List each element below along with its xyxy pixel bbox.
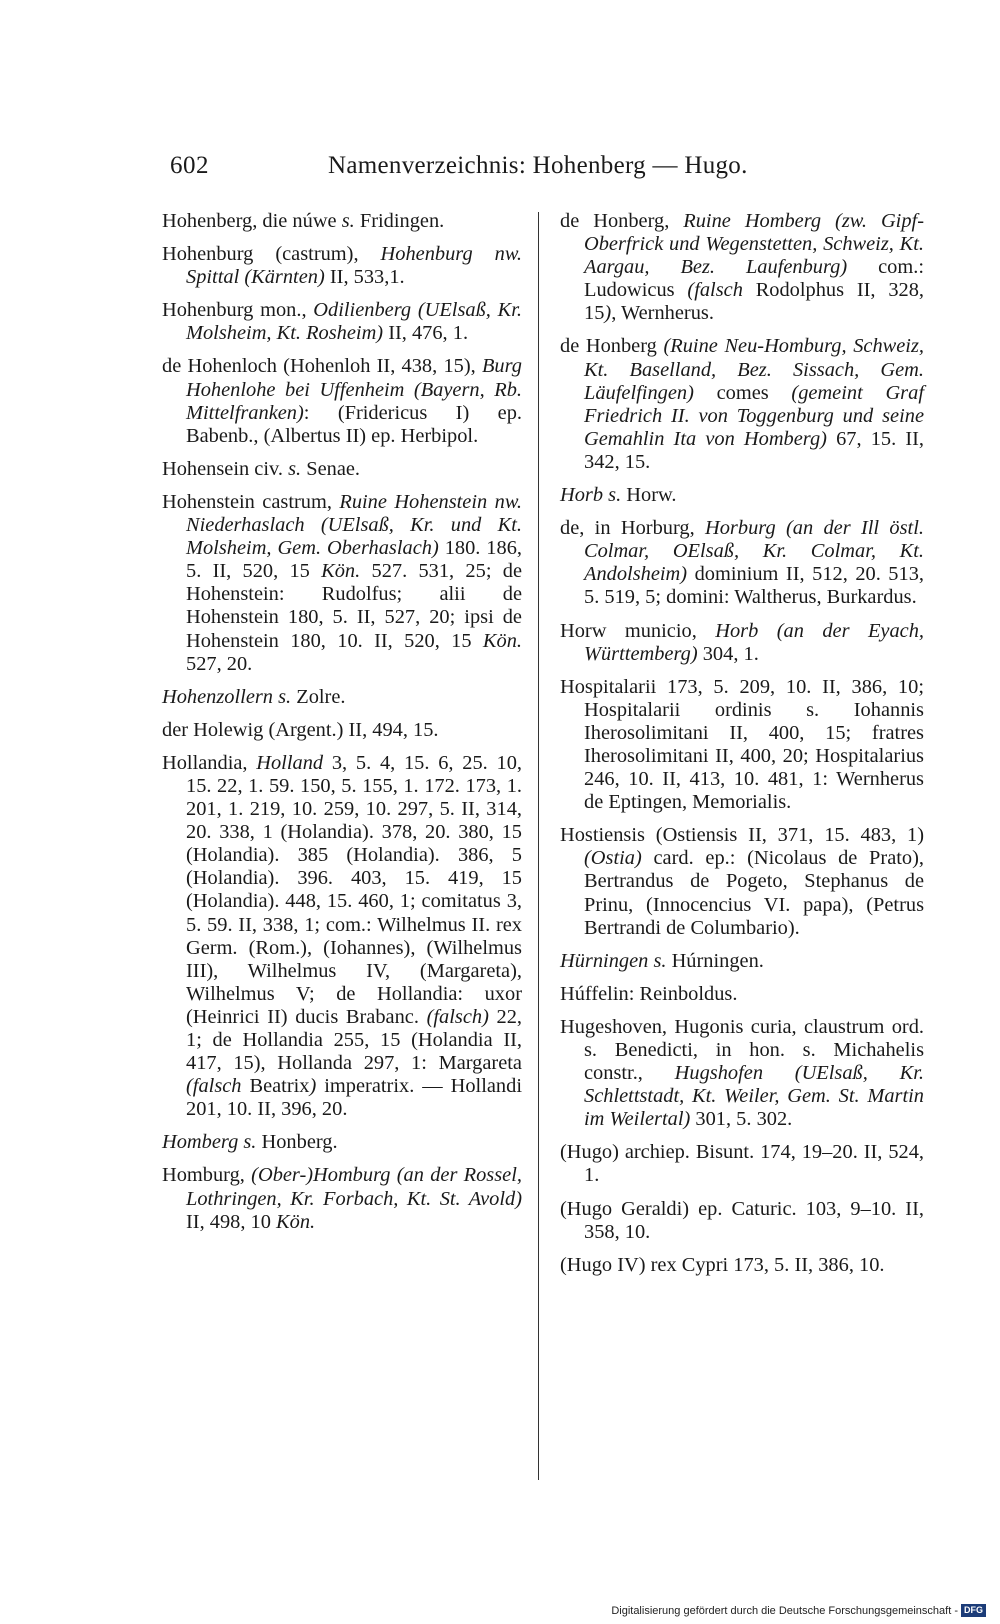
index-entry: Hohensein civ. s. Senae. xyxy=(162,457,361,480)
index-entry: de, in Horburg, Horburg (an der Ill östl. Colmar, OElsaß, Kr. Colmar, Kt. Andolsheim) dominium II, 512, 20. 513, 5. 519, 5; domini: Waltherus, Burkardus. xyxy=(560,517,924,609)
index-entry: Homburg, (Ober-)Homburg (an der Rossel, Lothringen, Kr. Forbach, Kt. St. Avold) II, 498, 10 Kön. xyxy=(162,1164,522,1233)
index-entry: Hohenberg, die núwe s. Fridingen. xyxy=(162,210,445,232)
index-entry: Homberg s. Honberg. xyxy=(162,1131,338,1154)
index-entry: Hospitalarii 173, 5. 209, 10. II, 386, 10; Hospitalarii ordinis s. Iohannis Iherosolimitani II, 400, 15; fratres Iherosolimitani II, 400, 20; Hospitalarius 246, 10. II, 413, 10. 481, 1: Wernherus de Eptingen, Memorialis. xyxy=(560,675,924,814)
index-entry: (Hugo IV) rex Cypri 173, 5. II, 386, 10. xyxy=(560,1253,885,1276)
left-column xyxy=(162,210,522,1244)
index-entry: Hohenburg mon., Odilienberg (UElsaß, Kr. Molsheim, Kt. Rosheim) II, 476, 1. xyxy=(162,299,522,345)
index-entry: de Honberg (Ruine Neu-Homburg, Schweiz, Kt. Baselland, Bez. Sissach, Gem. Läufelfingen) comes (gemeint Graf Friedrich II. von Toggenburg und seine Gemahlin Ita von Homberg) 67, 15. II, 342, 15. xyxy=(560,335,924,473)
footer-text: Digitalisierung gefördert durch die Deutsche Forschungsgemeinschaft - xyxy=(611,1604,958,1617)
index-entry: Hostiensis (Ostiensis II, 371, 15. 483, 1) (Ostia) card. ep.: (Nicolaus de Prato), Bertrandus de Pogeto, Stephanus de Prinu, (Innocencius VI. papa), (Petrus Bertrandi de Columbario). xyxy=(560,824,924,939)
dfg-logo: DFG xyxy=(961,1604,986,1617)
index-entry: der Holewig (Argent.) II, 494, 15. xyxy=(162,718,439,741)
index-entry: Húffelin: Reinboldus. xyxy=(560,982,738,1005)
footer-credit xyxy=(611,1604,986,1617)
index-entry: Hürningen s. Húrningen. xyxy=(560,949,764,972)
index-entry: Hugeshoven, Hugonis curia, claustrum ord. s. Benedicti, in hon. s. Michahelis constr., Hugshofen (UElsaß, Kr. Schlettstadt, Kt. Weiler, Gem. St. Martin im Weilertal) 301, 5. 302. xyxy=(560,1015,924,1131)
right-column xyxy=(560,210,924,1287)
index-entry: Hohenstein castrum, Ruine Hohenstein nw. Niederhaslach (UElsaß, Kr. und Kt. Molsheim, Gem. Oberhaslach) 180. 186, 5. II, 520, 15 Kön. 527. 531, 25; de Hohenstein: Rudolfus; alii de Hohenstein 180, 5. II, 527, 20; ipsi de Hohenstein 180, 10. II, 520, 15 Kön. 527, 20. xyxy=(162,490,523,675)
index-entry: Hohenzollern s. Zolre. xyxy=(162,685,346,708)
index-entry: (Hugo) archiep. Bisunt. 174, 19–20. II, 524, 1. xyxy=(560,1141,924,1187)
index-entry: de Honberg, Ruine Homberg (zw. Gipf-Oberfrick und Wegenstetten, Schweiz, Kt. Aargau, Bez. Laufenburg) com.: Ludowicus (falsch Rodolphus II, 328, 15), Wernherus. xyxy=(560,210,924,325)
running-head: Namenverzeichnis: Hohenberg — Hugo. xyxy=(328,152,748,179)
index-entry: (Hugo Geraldi) ep. Caturic. 103, 9–10. II, 358, 10. xyxy=(560,1197,924,1243)
column-rule xyxy=(538,212,539,1480)
index-entry: Horw municio, Horb (an der Eyach, Württemberg) 304, 1. xyxy=(560,619,924,665)
index-entry: Horb s. Horw. xyxy=(560,484,677,507)
index-entry: Hohenburg (castrum), Hohenburg nw. Spittal (Kärnten) II, 533,1. xyxy=(162,243,522,289)
index-entry: de Hohenloch (Hohenloh II, 438, 15), Burg Hohenlohe bei Uffenheim (Bayern, Rb. Mittelfranken): (Fridericus I) ep. Babenb., (Albertus II) ep. Herbipol. xyxy=(162,355,522,447)
index-entry: Hollandia, Holland 3, 5. 4, 15. 6, 25. 10, 15. 22, 1. 59. 150, 5. 155, 1. 172. 173, 1. 201, 1. 219, 10. 259, 10. 297, 5. II, 314, 20. 338, 1 (Holandia). 378, 20. 380, 15 (Holandia). 385 (Holandia). 386, 5 (Holandia). 396. 403, 15. 419, 15 (Holandia). 448, 15. 460, 1; comitatus 3, 5. 59. II, 338, 1; com.: Wilhelmus II. rex Germ. (Rom.), (Iohannes), (Wilhelmus III), Wilhelmus IV, (Margareta), Wilhelmus V; de Hollandia: uxor (Heinrici II) ducis Brabanc. (falsch) 22, 1; de Hollandia 255, 15 (Holandia II, 417, 15), Hollanda 297, 1: Margareta (falsch Beatrix) imperatrix. — Hollandi 201, 10. II, 396, 20. xyxy=(162,751,522,1121)
page-number: 602 xyxy=(170,152,209,179)
